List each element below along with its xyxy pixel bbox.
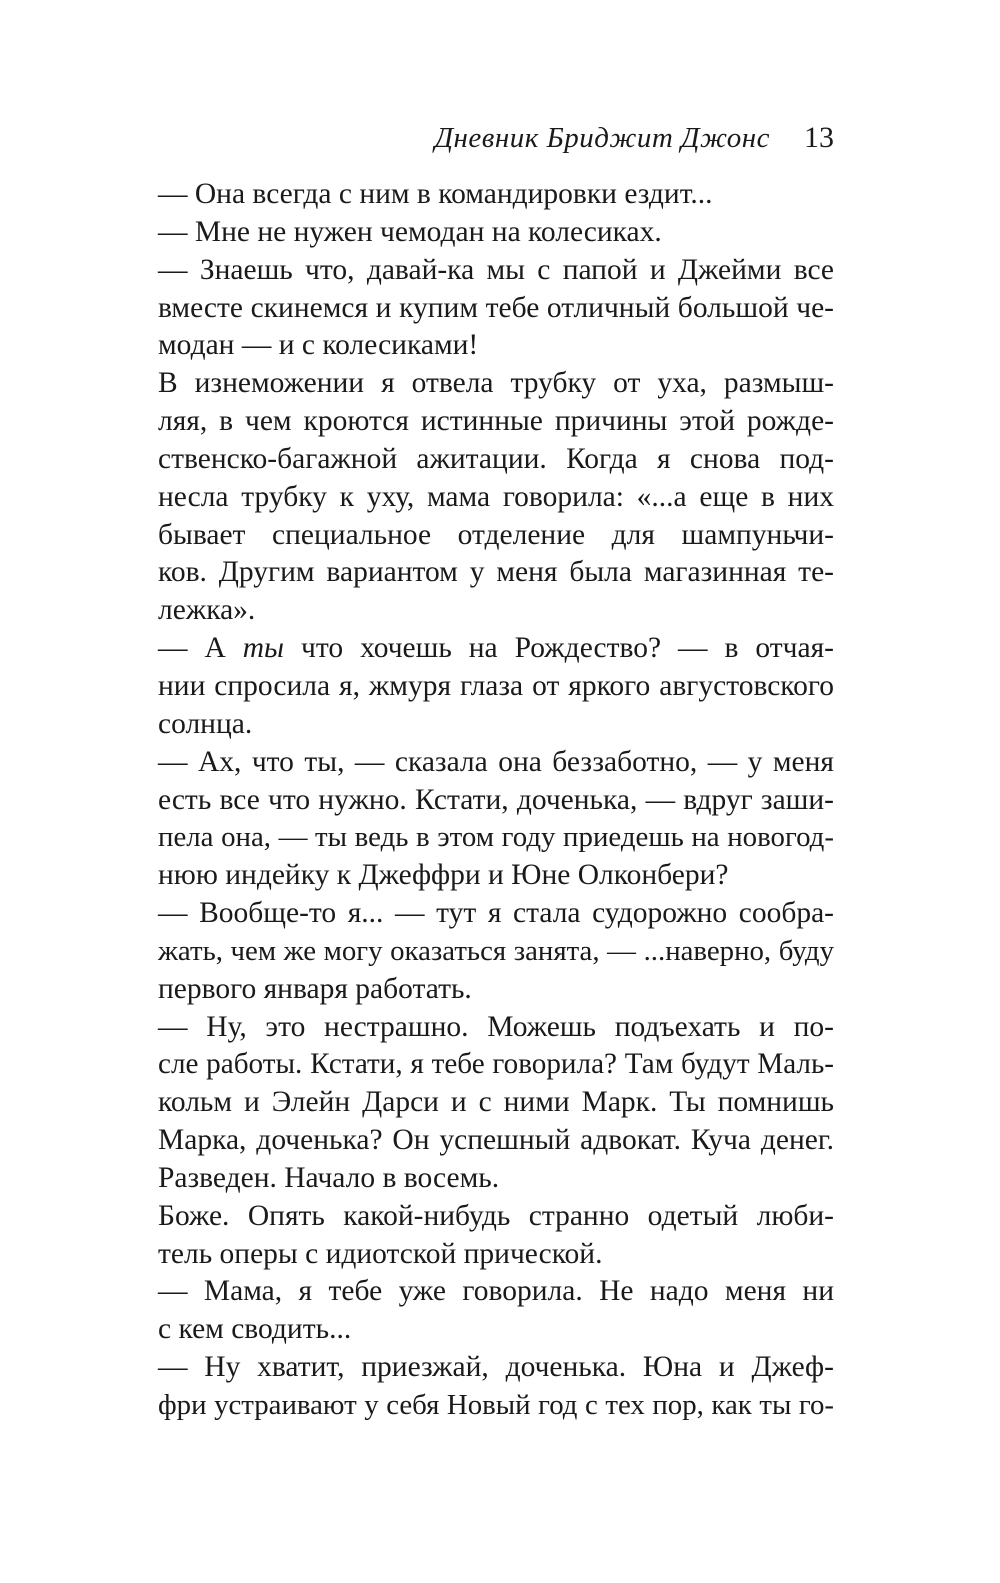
text-line: — Ах, что ты, — сказала она беззаботно, — у меня — [158, 745, 834, 778]
paragraph — [158, 252, 834, 366]
text-line: фри устраивают у себя Новый год с тех пор, как ты го- — [158, 1389, 834, 1421]
text-line: жать, чем же могу оказаться занята, — ...наверно, буду — [158, 934, 834, 967]
text-line: В изнеможении я отвела трубку от уха, размыш- — [158, 367, 834, 400]
running-head — [158, 118, 834, 158]
text-line: есть все что нужно. Кстати, доченька, — вдруг заши- — [158, 783, 834, 816]
text-line: ков. Другим вариантом у меня была магазинная те- — [158, 556, 834, 589]
text-segment: что хочешь на Рождество? — в отчая- — [284, 632, 834, 665]
text-line: с кем сводить... — [158, 1313, 352, 1346]
book-title: Дневник Бриджит Джонс — [434, 122, 770, 154]
text-line: — Знаешь что, давай-ка мы с папой и Джейми все — [158, 253, 834, 286]
paragraph — [158, 365, 834, 630]
paragraph — [158, 214, 834, 252]
body-text — [158, 176, 834, 1425]
text-line: лежка». — [158, 594, 256, 627]
text-line: Боже. Опять какой-нибудь странно одетый люби- — [158, 1199, 834, 1232]
text-line: нии спросила я, жмуря глаза от яркого августовского — [158, 669, 834, 702]
page-number: 13 — [804, 121, 834, 154]
text-line: Разведен. Начало в восемь. — [158, 1161, 500, 1194]
text-line: — Она всегда с ним в командировки ездит... — [158, 178, 713, 210]
paragraph — [158, 1273, 834, 1349]
text-line: бывает специальное отделение для шампуньчи- — [158, 518, 834, 551]
text-line: ственско-багажной ажитации. Когда я снова под- — [158, 442, 834, 475]
paragraph — [158, 630, 834, 744]
text-line: первого января работать. — [158, 972, 472, 1005]
text-line: Марка, доченька? Он успешный адвокат. Куча денег. — [158, 1124, 834, 1157]
text-line: — Ну хватит, приезжай, доченька. Юна и Джеф- — [158, 1351, 834, 1384]
text-line: солнца. — [158, 707, 253, 740]
text-line: тель оперы с идиотской прической. — [158, 1237, 603, 1270]
text-line: пела она, — ты ведь в этом году приедешь на новогод- — [158, 821, 834, 854]
paragraph — [158, 1349, 834, 1425]
text-line: — Мама, я тебе уже говорила. Не надо меня ни — [158, 1275, 834, 1308]
text-line: нюю индейку к Джеффри и Юне Олконбери? — [158, 859, 729, 892]
text-segment: — А — [158, 632, 243, 665]
paragraph — [158, 744, 834, 895]
text-line: — Мне не нужен чемодан на колесиках. — [158, 215, 662, 248]
paragraph — [158, 176, 834, 214]
text-line: ляя, в чем кроются истинные причины этой рожде- — [158, 405, 834, 438]
text-line: — Вообще-то я... — тут я стала судорожно сообра- — [158, 897, 834, 930]
text-line: — Ну, это нестрашно. Можешь подъехать и по- — [158, 1010, 834, 1043]
text-line — [158, 630, 834, 668]
paragraph — [158, 1009, 834, 1198]
paragraph — [158, 1198, 834, 1274]
paragraph — [158, 895, 834, 1009]
text-line: сле работы. Кстати, я тебе говорила? Там будут Маль- — [158, 1048, 834, 1081]
text-line: модан — и с колесиками! — [158, 329, 479, 362]
text-line: вместе скинемся и купим тебе отличный большой че- — [158, 291, 834, 324]
text-line: несла трубку к уху, мама говорила: «...а еще в них — [158, 480, 834, 513]
emphasis: ты — [242, 632, 285, 665]
text-line: кольм и Элейн Дарси и с ними Марк. Ты помнишь — [158, 1086, 834, 1119]
